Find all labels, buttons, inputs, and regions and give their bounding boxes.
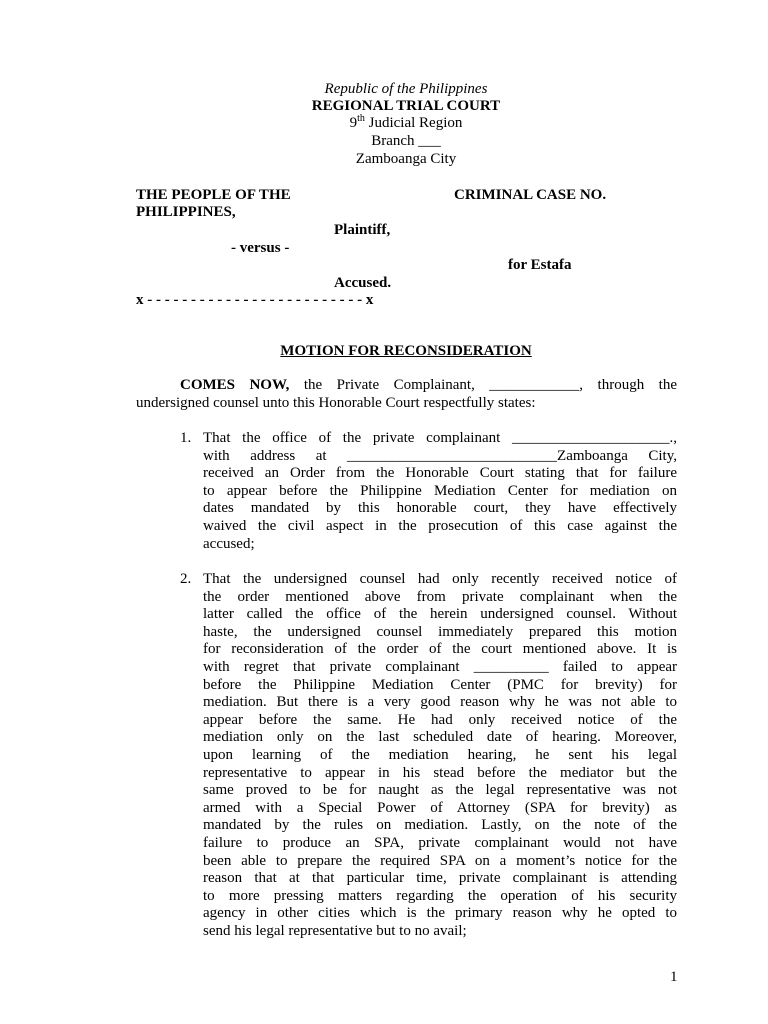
item-line: mediation. But there is a very good reason why he was not able to (203, 694, 677, 711)
republic-line: Republic of the Philippines (324, 81, 488, 97)
offense-label: for Estafa (508, 257, 572, 273)
court-name: REGIONAL TRIAL COURT (311, 98, 501, 114)
item-line: to appear before the Philippine Mediation Center for mediation on (203, 482, 677, 499)
motion-title: MOTION FOR RECONSIDERATION (280, 343, 532, 359)
item-line: representative to appear in his stead before the mediator but the (203, 764, 677, 781)
item-line: armed with a Special Power of Attorney (SPA for brevity) as (203, 799, 677, 816)
city-line: Zamboanga City (355, 151, 457, 167)
item-line: to more pressing matters regarding the operation of his security (203, 887, 677, 904)
item-line: mandated by the rules on mediation. Lastly, on the note of the (203, 817, 677, 834)
page-number: 1 (670, 969, 678, 985)
party-line-1: THE PEOPLE OF THE (136, 187, 291, 203)
case-number-label: CRIMINAL CASE NO. (454, 187, 607, 203)
region-number: 9 (349, 115, 358, 131)
intro-line-1-rest: the Private Complainant, ____________, through the (289, 377, 677, 393)
item-line: mediation only on the last scheduled date of hearing. Moreover, (203, 729, 677, 746)
versus-label: - versus - (231, 240, 290, 256)
intro-line-1 (136, 377, 677, 395)
item-line: That the undersigned counsel had only recently received notice of (203, 571, 677, 587)
intro-line-2: undersigned counsel unto this Honorable Court respectfully states: (136, 394, 536, 411)
region-ordinal: th (357, 113, 365, 124)
item-line: accused; (203, 535, 255, 552)
branch-line: Branch ___ (371, 133, 441, 149)
item-line: send his legal representative but to no avail; (203, 922, 467, 939)
item-number: 1. (180, 430, 192, 446)
item-line: been able to prepare the required SPA on a moment’s notice for the (203, 852, 677, 869)
plaintiff-label: Plaintiff, (334, 222, 391, 238)
item-line: for reconsideration of the order of the court mentioned above. It is (203, 641, 677, 658)
item-line: with address at ____________________________Zamboanga City, (203, 447, 677, 464)
item-line: dates mandated by this honorable court, they have effectively (203, 500, 677, 517)
item-line: failure to produce an SPA, private complainant would not have (203, 834, 677, 851)
item-line: appear before the same. He had only received notice of the (203, 711, 677, 728)
accused-label: Accused. (334, 275, 392, 291)
item-line: before the Philippine Mediation Center (PMC for brevity) for (203, 676, 677, 693)
item-line: same proved to be for naught as the legal representative was not (203, 782, 677, 799)
judicial-region (0, 114, 768, 132)
item-line: haste, the undersigned counsel immediately prepared this motion (203, 623, 677, 640)
intro-paragraph (136, 377, 677, 412)
caption-divider: x - - - - - - - - - - - - - - - - - - - - - - - - - x (136, 292, 374, 308)
party-line-2: PHILIPPINES, (136, 204, 236, 220)
region-text: Judicial Region (364, 115, 463, 131)
item-line: waived the civil aspect in the prosecution of this case against the (203, 517, 677, 534)
item-line: That the office of the private complainant _____________________., (203, 430, 677, 446)
item-line: latter called the office of the herein undersigned counsel. Without (203, 606, 677, 623)
item-line: agency in other cities which is the primary reason why he opted to (203, 905, 677, 922)
item-paragraph (203, 571, 677, 940)
item-line: reason that at that particular time, private complainant is attending (203, 870, 677, 887)
intro-lead: COMES NOW, (180, 377, 290, 393)
item-line: with regret that private complainant __________ failed to appear (203, 658, 677, 675)
item-number: 2. (180, 571, 192, 587)
item-line: the order mentioned above from private complainant when the (203, 588, 677, 605)
item-line: upon learning of the mediation hearing, he sent his legal (203, 746, 677, 763)
item-paragraph (203, 430, 677, 553)
item-line: received an Order from the Honorable Court stating that for failure (203, 465, 677, 482)
